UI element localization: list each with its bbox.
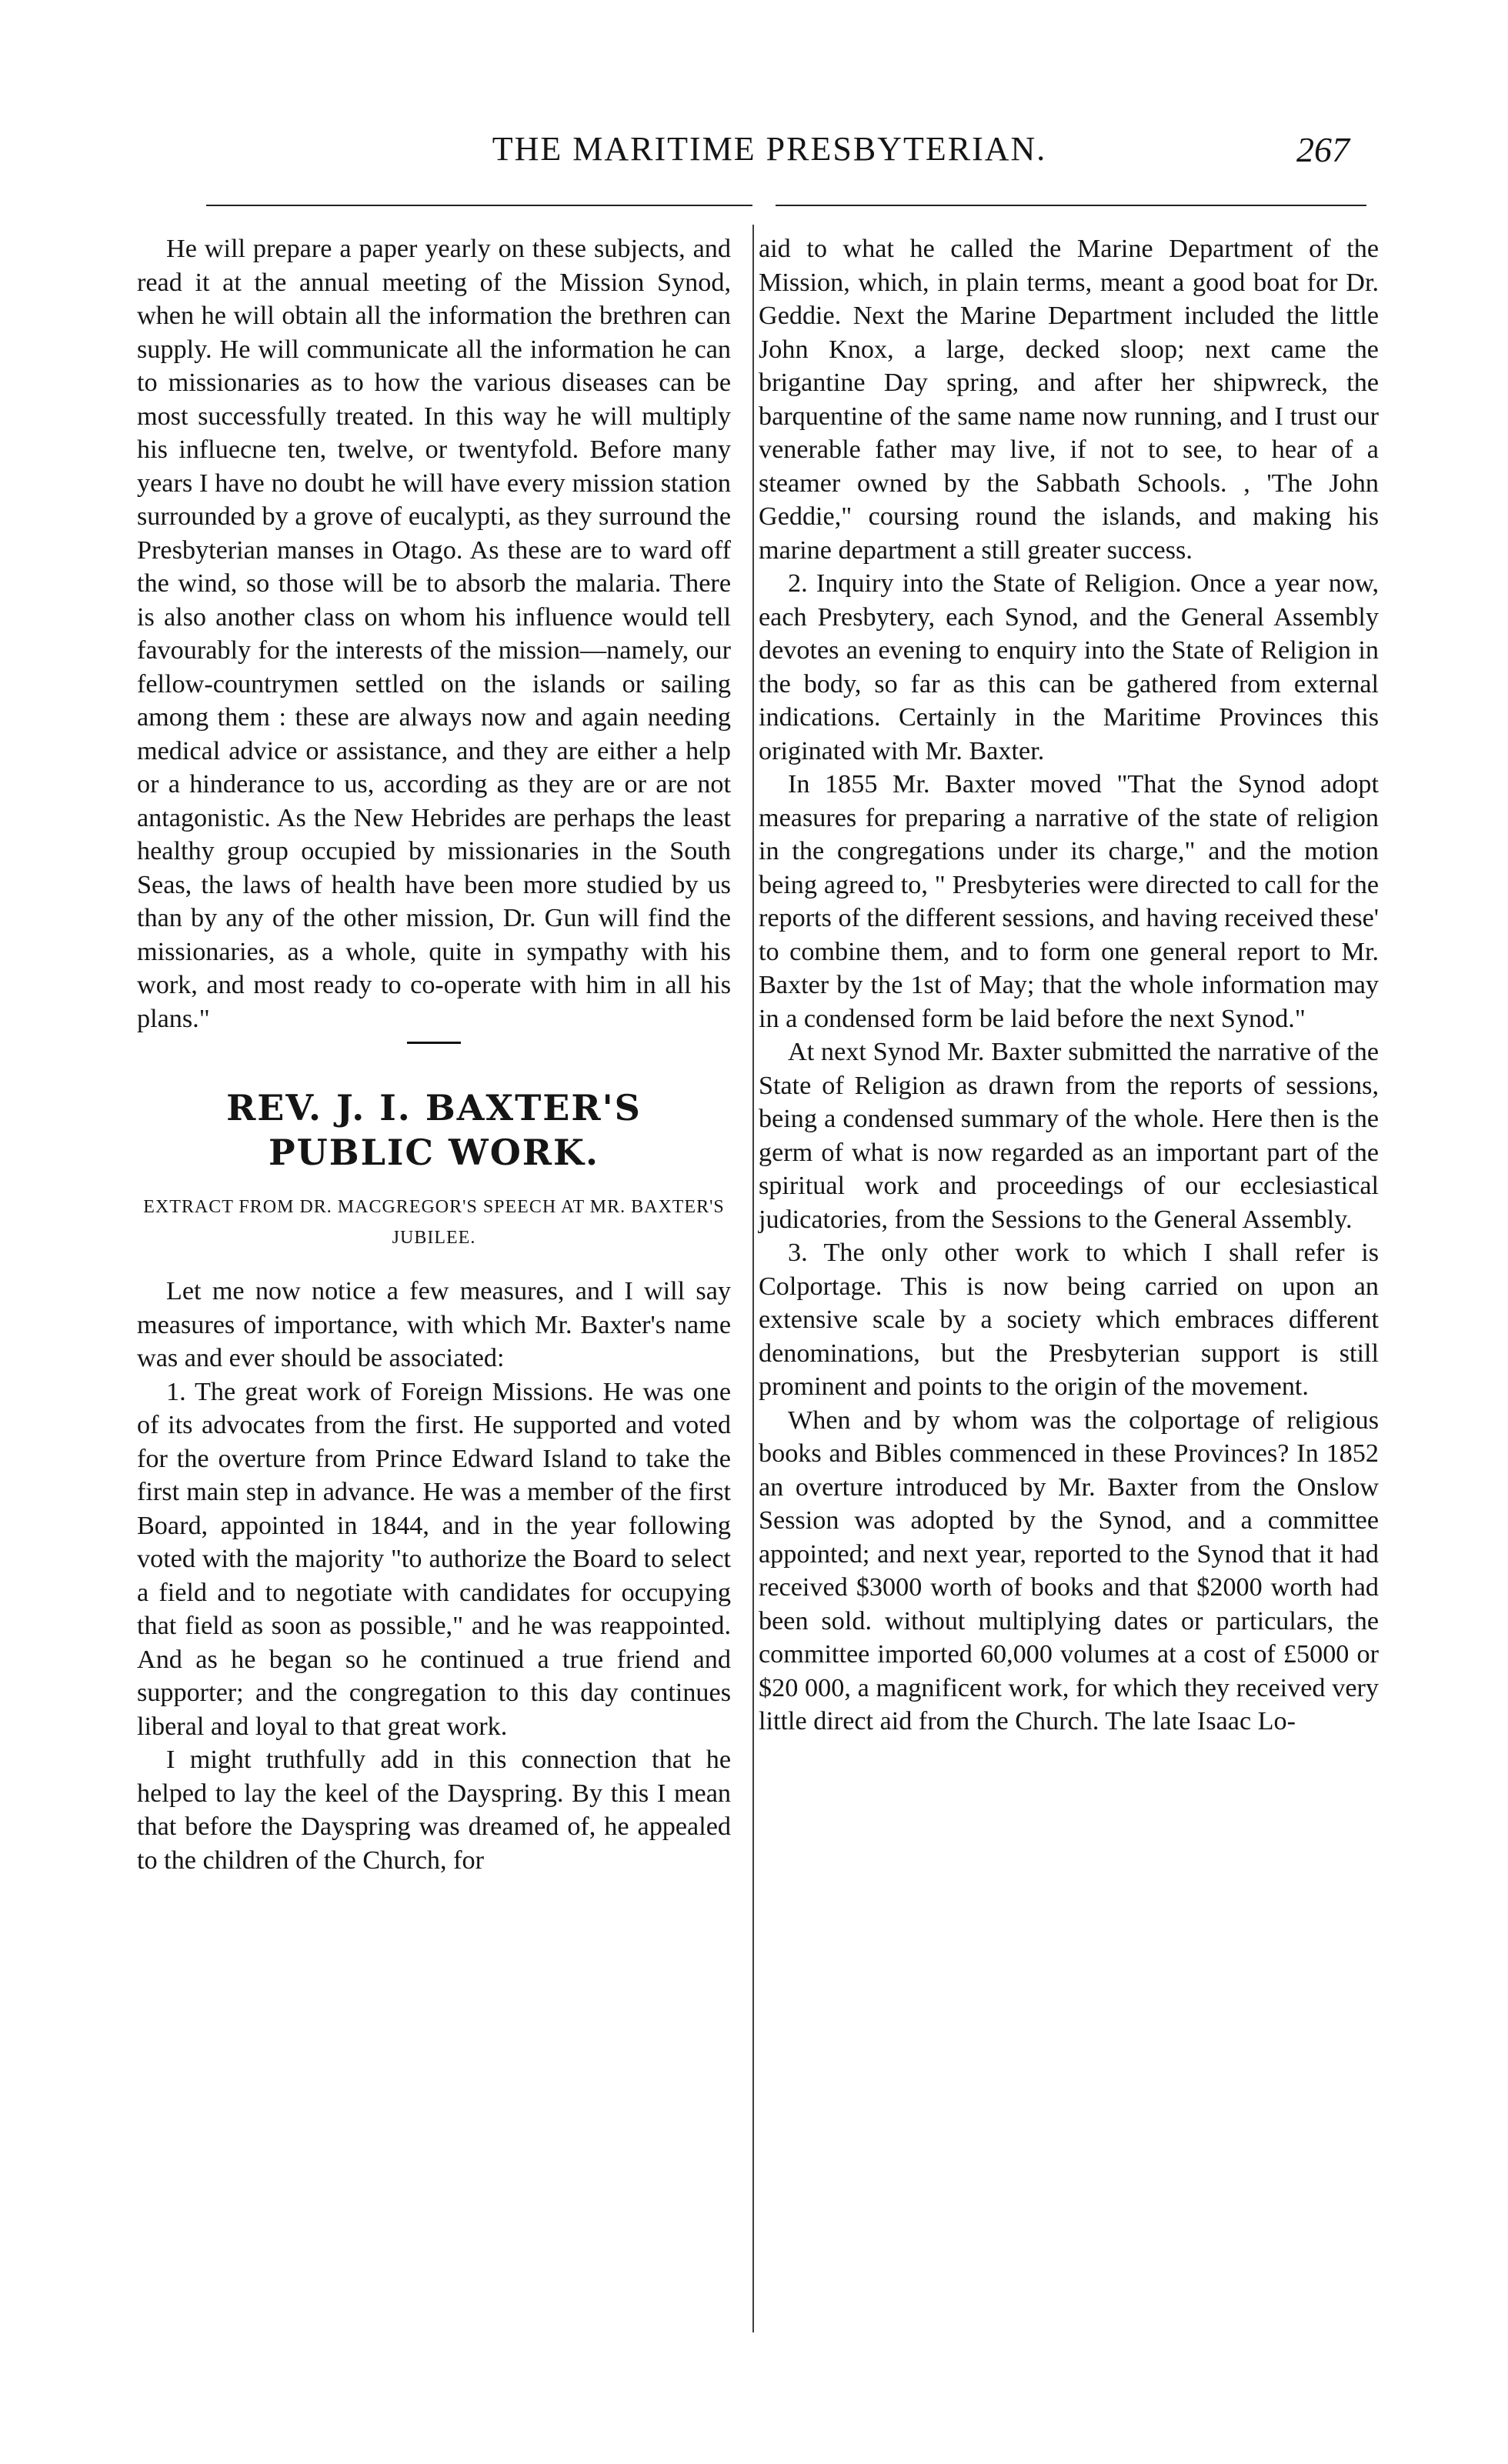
article-heading: REV. J. I. BAXTER'S PUBLIC WORK. <box>226 1087 642 1173</box>
running-title: THE MARITIME PRESBYTERIAN. <box>492 130 1047 168</box>
paragraph-3: I might truthfully add in this connection that he helped to lay the keel of the Dayspring. By this I mean that before the Dayspring was dreamed of, he appealed to the children of the Church, for <box>137 1745 731 1875</box>
page-header <box>115 129 1377 178</box>
right-header-rule <box>776 205 1366 206</box>
section-separator <box>407 1042 461 1044</box>
continued-text: He will prepare a paper yearly on these subjects, and read it at the annual meeting of the Mission Synod, when he will obtain all the information the brethren can supply. He will communicate all the information he can to missionaries as to how the various diseases can be most successfully treated. In this way he will multiply his influecne ten, twelve, or twentyfold. Before many years I have no doubt he will have every mission station surrounded by a grove of eucalypti, as they surround the Presbyterian manses in Otago. As these are to ward off the wind, so those will be to absorb the malaria. There is also another class on whom his influence would tell favourably for the interests of the mission—namely, our fellow-countrymen settled on the islands or sailing among them : these are always now and again needing medical advice or assistance, and they are either a help or a hinderance to us, according as they are or are not antagonistic. As the New Hebrides are perhaps the least healthy group occupied by missionaries in the South Seas, the laws of health have been more studied by us than by any of the other mission, Dr. Gun will find the missionaries, as a whole, quite in sympathy with his work, and most ready to co-operate with him in all his plans." <box>137 235 731 1033</box>
paragraph-colportage-history: When and by whom was the colportage of religious books and Bibles commenced in these Provinces? In 1852 an overture introduced by Mr. Baxter from the Onslow Session was adopted by the Synod, and a committee appointed; and next year, reported to the Synod that it had received $3000 worth of books and that $2000 worth had been sold. without multiplying dates or particulars, the committee imported 60,000 volumes at a cost of £5000 or $20 000, a magnificent work, for which they received very little direct aid from the Church. The late Isaac Lo- <box>759 1405 1379 1735</box>
paragraph-2: 1. The great work of Foreign Missions. He was one of its advocates from the first. He supported and voted for the overture from Prince Edward Island to take the first main step in advance. He was a member of the first Board, appointed in 1844, and in the year following voted with the majority "to authorize the Board to select a field and to negotiate with candidates for occupying that field as soon as possible," and he was reappointed. And as he began so he continued a true friend and supporter; and the congregation to this day continues liberal and loyal to that great work. <box>137 1377 731 1741</box>
left-column <box>137 232 731 1877</box>
page-number: 267 <box>1296 130 1350 169</box>
paragraph-continued: aid to what he called the Marine Department of the Mission, which, in plain terms, meant a good boat for Dr. Geddie. Next the Marine Department included the little John Knox, a large, decked sloop; next came the brigantine Day spring, and after her shipwreck, the barquentine of the same name now running, and I trust our venerable father may live, if not to see, to hear of a steamer owned by the Sabbath Schools. , 'The John Geddie," coursing round the islands, and making his marine department a still greater success. <box>759 235 1379 565</box>
article-subheading: EXTRACT FROM DR. MACGREGOR'S SPEECH AT MR. BAXTER'S JUBILEE. <box>143 1197 725 1248</box>
left-header-rule <box>206 205 752 206</box>
paragraph-1: Let me now notice a few measures, and I will say measures of importance, with which Mr. Baxter's name was and ever should be associated: <box>137 1277 731 1372</box>
paragraph-state-of-religion: 2. Inquiry into the State of Religion. Once a year now, each Presbytery, each Synod, and the General Assembly devotes an evening to enquiry into the State of Religion in the body, so far as this can be gathered from external indications. Certainly in the Maritime Provinces this originated with Mr. Baxter. <box>759 569 1379 765</box>
right-column <box>759 232 1379 1739</box>
paragraph-next-synod: At next Synod Mr. Baxter submitted the narrative of the State of Religion as drawn from the reports of sessions, being a condensed summary of the whole. Here then is the germ of what is now regarded as an important part of the spiritual work and proceedings of our ecclesiastical judicatories, from the Sessions to the General Assembly. <box>759 1038 1379 1234</box>
column-divider <box>752 225 754 2332</box>
paragraph-colportage: 3. The only other work to which I shall refer is Colportage. This is now being carried on upon an extensive scale by a society which embraces different denominations, but the Presbyterian support is still prominent and points to the origin of the movement. <box>759 1239 1379 1401</box>
paragraph-1855-motion: In 1855 Mr. Baxter moved "That the Synod adopt measures for preparing a narrative of the state of religion in the congregations under its charge," and the motion being agreed to, " Presbyteries were directed to call for the reports of the different sessions, and having received these' to combine them, and to form one general report to Mr. Baxter by the 1st of May; that the whole information may in a condensed form be laid before the next Synod." <box>759 770 1379 1033</box>
